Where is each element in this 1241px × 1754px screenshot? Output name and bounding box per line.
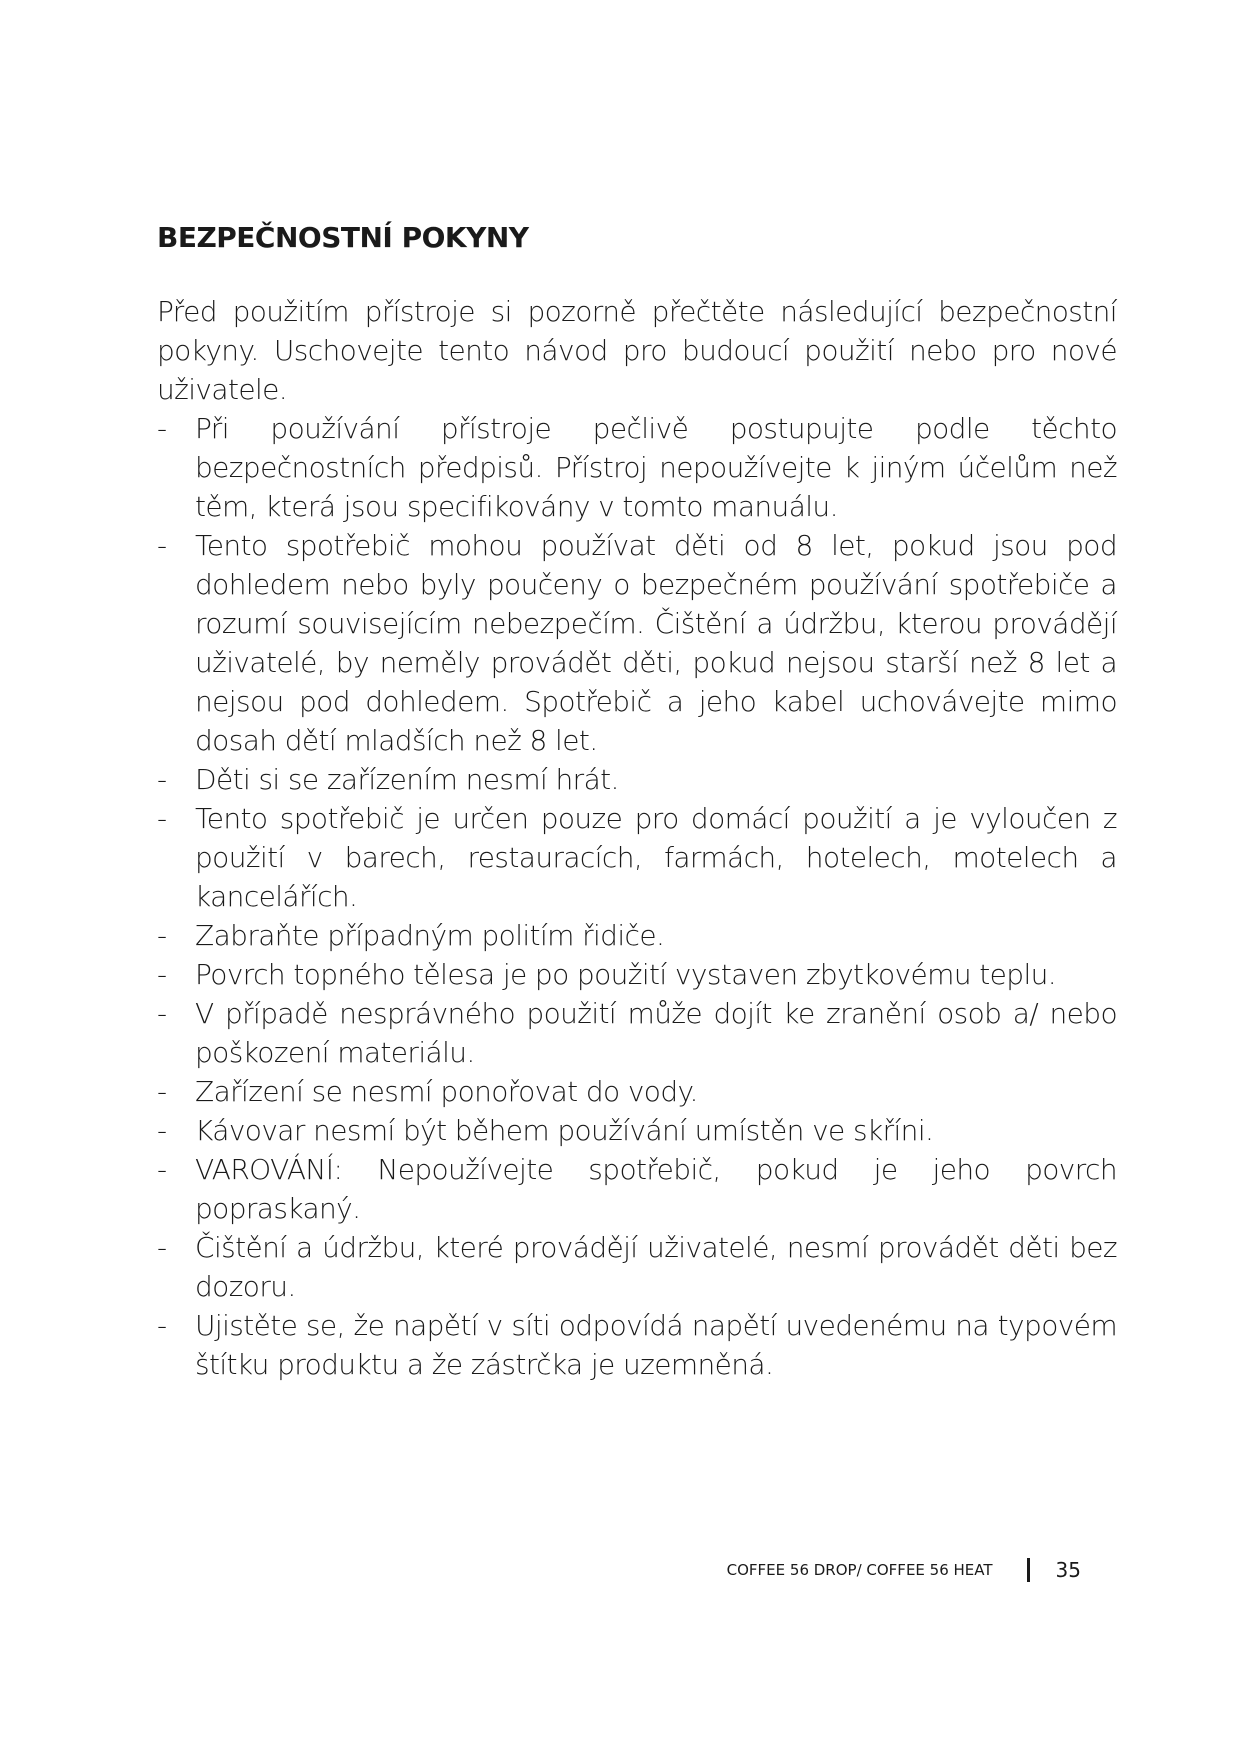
footer-divider [1027, 1558, 1030, 1582]
list-item-text: V případě nesprávného použití může dojít ke zranění osob a/ nebo poškození materiálu. [195, 997, 1117, 1069]
page-footer [727, 1558, 1081, 1582]
bullet-dash: - [157, 1075, 167, 1108]
bullet-dash: - [157, 919, 167, 952]
list-item [157, 994, 1117, 1072]
list-item-text: Zabraňte případným politím řidiče. [195, 919, 665, 952]
list-item [157, 955, 1117, 994]
intro-paragraph: Před použitím přístroje si pozorně přečtěte následující bezpečnostní pokyny. Uschovejte tento návod pro budoucí použití nebo pro nové uživatele. [157, 295, 1117, 406]
list-item-text: Čištění a údržbu, které provádějí uživatelé, nesmí provádět děti bez dozoru. [195, 1231, 1117, 1303]
list-item-text: Tento spotřebič mohou používat děti od 8 let, pokud jsou pod dohledem nebo byly poučeny o bezpečném používání spotřebiče a rozumí souvisejícím nebezpečím. Čištění a údržbu, kterou provádějí uživatelé, by neměly provádět děti, pokud nejsou starší než 8 let a nejsou pod dohledem. Spotřebič a jeho kabel uchovávejte mimo dosah dětí mladších než 8 let. [195, 529, 1117, 757]
safety-instructions-list [157, 409, 1117, 1384]
list-item [157, 1228, 1117, 1306]
list-item [157, 1111, 1117, 1150]
list-item [157, 1306, 1117, 1384]
bullet-dash: - [157, 1114, 167, 1147]
bullet-dash: - [157, 958, 167, 991]
footer-model-name: COFFEE 56 DROP/ COFFEE 56 HEAT [726, 1561, 993, 1579]
bullet-dash: - [157, 763, 167, 796]
list-item [157, 916, 1117, 955]
safety-content [157, 292, 1117, 1384]
list-item [157, 526, 1117, 760]
bullet-dash: - [157, 997, 167, 1030]
list-item-text: VAROVÁNÍ: Nepoužívejte spotřebič, pokud je jeho povrch popraskaný. [195, 1153, 1117, 1225]
list-item [157, 760, 1117, 799]
bullet-dash: - [157, 1309, 167, 1342]
list-item [157, 409, 1117, 526]
list-item-text: Zařízení se nesmí ponořovat do vody. [195, 1075, 698, 1108]
page-number: 35 [1055, 1558, 1081, 1582]
list-item [157, 799, 1117, 916]
list-item-text: Ujistěte se, že napětí v síti odpovídá napětí uvedenému na typovém štítku produktu a že zástrčka je uzemněná. [195, 1309, 1117, 1381]
bullet-dash: - [157, 529, 167, 562]
list-item-text: Tento spotřebič je určen pouze pro domácí použití a je vyloučen z použití v barech, restauracích, farmách, hotelech, motelech a kancelářích. [195, 802, 1117, 913]
bullet-dash: - [157, 412, 167, 445]
list-item [157, 1150, 1117, 1228]
bullet-dash: - [157, 1153, 167, 1186]
bullet-dash: - [157, 802, 167, 835]
list-item-text: Děti si se zařízením nesmí hrát. [195, 763, 619, 796]
list-item-text: Povrch topného tělesa je po použití vystaven zbytkovému teplu. [195, 958, 1057, 991]
list-item [157, 1072, 1117, 1111]
bullet-dash: - [157, 1231, 167, 1264]
list-item-text: Při používání přístroje pečlivě postupujte podle těchto bezpečnostních předpisů. Přístroj nepoužívejte k jiným účelům než těm, která jsou specifikovány v tomto manuálu. [195, 412, 1117, 523]
list-item-text: Kávovar nesmí být během používání umístěn ve skříni. [195, 1114, 934, 1147]
page-title: BEZPEČNOSTNÍ POKYNY [157, 221, 529, 254]
